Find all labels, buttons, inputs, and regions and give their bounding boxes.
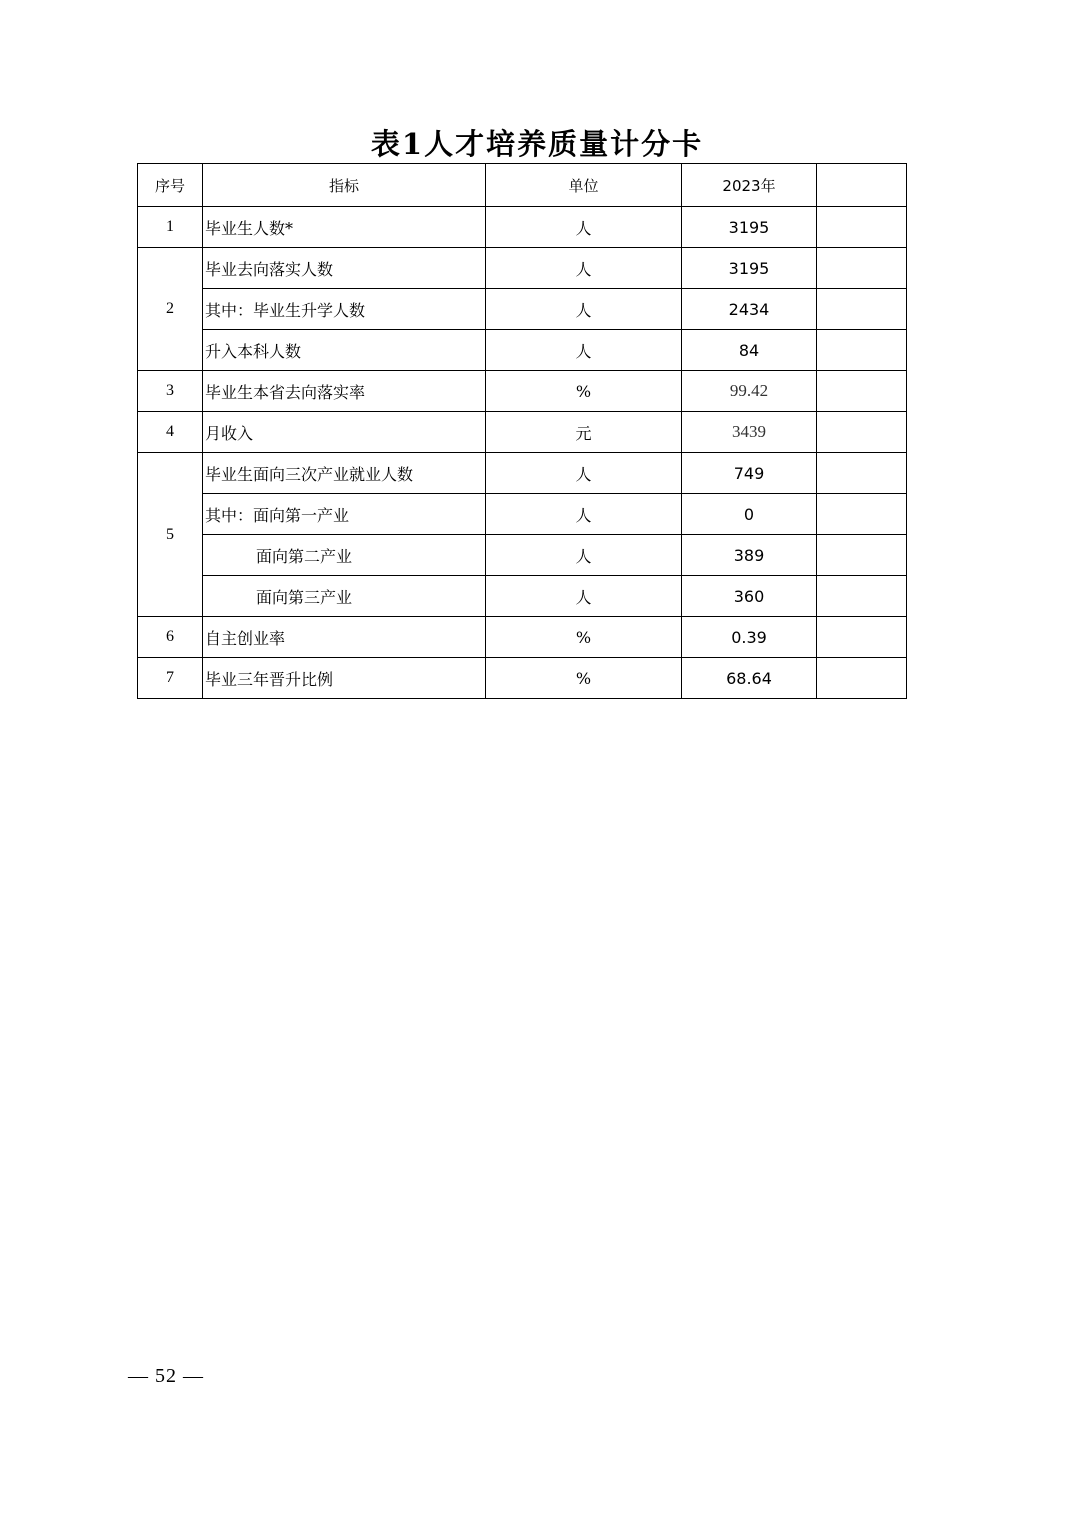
row-value: 360	[682, 576, 817, 617]
row-extra	[817, 535, 907, 576]
table-row	[138, 494, 907, 535]
row-indicator: 毕业生本省去向落实率	[203, 371, 486, 412]
row-seq: 4	[138, 412, 203, 453]
header-seq: 序号	[138, 164, 203, 207]
row-unit: 人	[486, 330, 682, 371]
row-unit: 人	[486, 494, 682, 535]
row-unit: 人	[486, 453, 682, 494]
row-value: 3195	[682, 248, 817, 289]
row-extra	[817, 453, 907, 494]
row-indicator: 毕业去向落实人数	[203, 248, 486, 289]
row-indicator: 月收入	[203, 412, 486, 453]
row-extra	[817, 494, 907, 535]
row-indicator: 其中：面向第一产业	[203, 494, 486, 535]
row-extra	[817, 248, 907, 289]
row-extra	[817, 289, 907, 330]
row-value: 0.39	[682, 617, 817, 658]
row-value: 84	[682, 330, 817, 371]
table-row	[138, 371, 907, 412]
table-title: 表1人才培养质量计分卡	[370, 127, 704, 161]
row-unit: %	[486, 617, 682, 658]
row-seq: 2	[138, 248, 203, 371]
row-extra	[817, 371, 907, 412]
row-value: 68.64	[682, 658, 817, 699]
row-seq: 1	[138, 207, 203, 248]
row-indicator: 毕业三年晋升比例	[203, 658, 486, 699]
table-row	[138, 576, 907, 617]
row-indicator: 面向第三产业	[203, 576, 486, 617]
row-unit: 人	[486, 576, 682, 617]
row-unit: 人	[486, 248, 682, 289]
table-row	[138, 658, 907, 699]
row-indicator: 其中：毕业生升学人数	[203, 289, 486, 330]
table-header-row	[138, 164, 907, 207]
row-unit: 人	[486, 207, 682, 248]
table-row	[138, 289, 907, 330]
table-row	[138, 207, 907, 248]
row-indicator: 升入本科人数	[203, 330, 486, 371]
row-unit: 人	[486, 289, 682, 330]
row-value: 3195	[682, 207, 817, 248]
row-extra	[817, 207, 907, 248]
row-value: 389	[682, 535, 817, 576]
row-indicator: 面向第二产业	[203, 535, 486, 576]
row-indicator: 毕业生面向三次产业就业人数	[203, 453, 486, 494]
row-extra	[817, 658, 907, 699]
row-extra	[817, 576, 907, 617]
row-indicator: 自主创业率	[203, 617, 486, 658]
row-extra	[817, 412, 907, 453]
row-unit: %	[486, 371, 682, 412]
row-unit: 人	[486, 535, 682, 576]
page-number: — 52 —	[128, 1365, 204, 1387]
row-seq: 3	[138, 371, 203, 412]
table-row	[138, 248, 907, 289]
header-year: 2023年	[682, 164, 817, 207]
header-extra	[817, 164, 907, 207]
row-extra	[817, 330, 907, 371]
table-row	[138, 617, 907, 658]
row-value: 3439	[682, 412, 817, 453]
row-indicator: 毕业生人数*	[203, 207, 486, 248]
row-unit: %	[486, 658, 682, 699]
score-card-table	[137, 163, 907, 699]
table-row	[138, 330, 907, 371]
row-value: 0	[682, 494, 817, 535]
header-unit: 单位	[486, 164, 682, 207]
table-row	[138, 412, 907, 453]
header-indicator: 指标	[203, 164, 486, 207]
row-value: 749	[682, 453, 817, 494]
row-seq: 5	[138, 453, 203, 617]
table-row	[138, 535, 907, 576]
row-value: 2434	[682, 289, 817, 330]
row-seq: 6	[138, 617, 203, 658]
row-seq: 7	[138, 658, 203, 699]
row-value: 99.42	[682, 371, 817, 412]
row-extra	[817, 617, 907, 658]
row-unit: 元	[486, 412, 682, 453]
table-row	[138, 453, 907, 494]
